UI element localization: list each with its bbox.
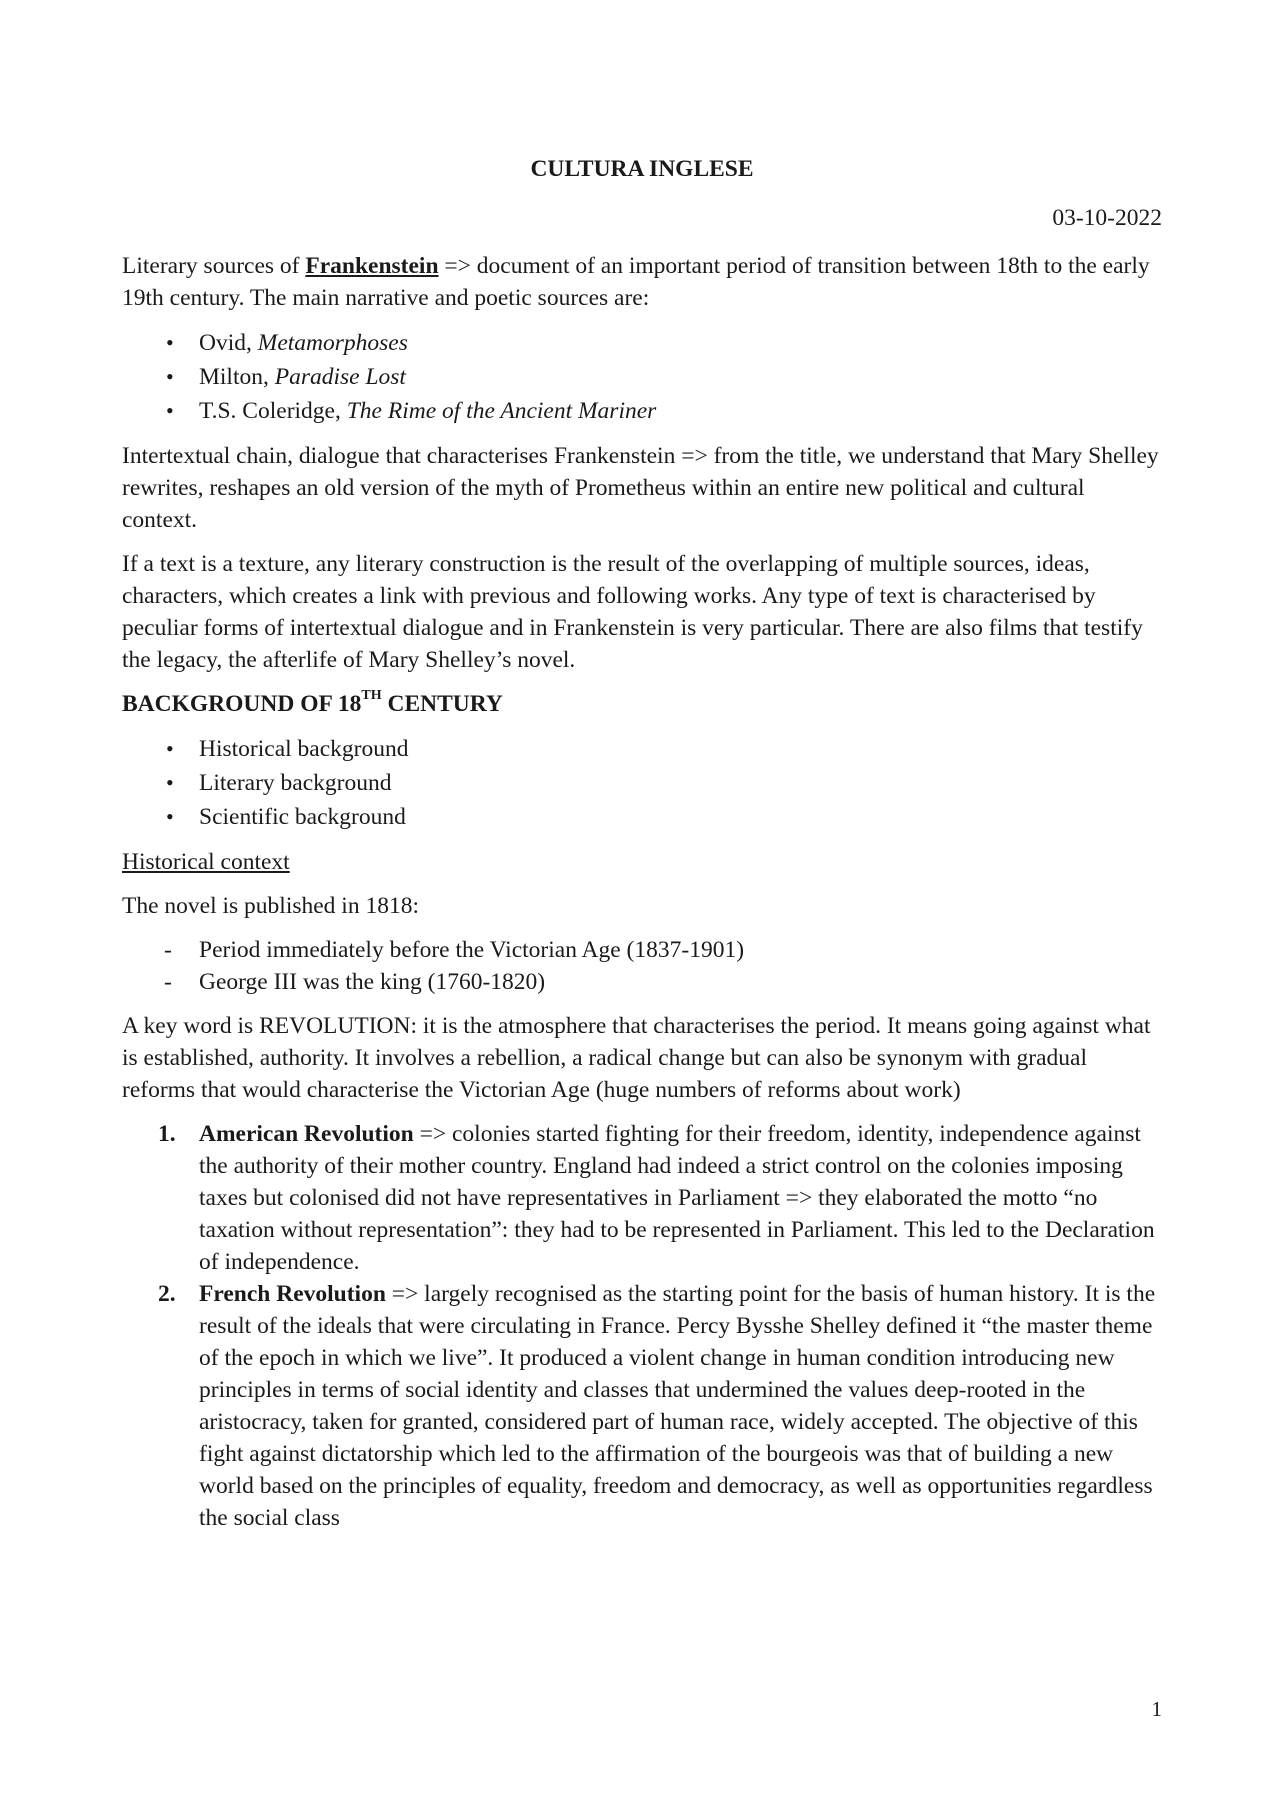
background-heading-tail: CENTURY [381, 691, 503, 717]
bullet-icon: • [166, 398, 174, 423]
intro-text-before: Literary sources of [122, 253, 306, 279]
list-item [122, 394, 1162, 428]
list-item [122, 800, 1162, 834]
document-title: CULTURA INGLESE [530, 156, 754, 182]
bullet-icon: • [166, 770, 174, 795]
source-author: T.S. Coleridge, [199, 398, 347, 424]
intro-paragraph [122, 250, 1162, 314]
published-paragraph: The novel is published in 1818: [122, 893, 419, 919]
list-item [122, 766, 1162, 800]
list-item [122, 732, 1162, 766]
fact-text: Period immediately before the Victorian Age (1837-1901) [199, 937, 745, 963]
source-work: Paradise Lost [274, 364, 406, 390]
texture-paragraph: If a text is a texture, any literary construction is the result of the overlapping of multiple sources, ideas, characters, which creates a link with previous and following works. Any type of text is characterised by peculiar forms of intertextual dialogue and in Frankenstein is very particular. There are also films that testify the legacy, the afterlife of Mary Shelley’s novel. [122, 551, 1143, 673]
list-item [122, 1118, 1162, 1278]
list-number: 2. [158, 1281, 176, 1307]
sources-list [122, 326, 1162, 428]
document-page [122, 0, 1162, 1811]
revolution-text: => colonies started fighting for their freedom, identity, independence against the authority of their mother country. England had indeed a strict control on the colonies imposing taxes but colonised did not have representatives in Parliament => they elaborated the motto “no taxation without representation”: they had to be represented in Parliament. This led to the Declaration of independence. [199, 1121, 1155, 1275]
page-number: 1 [1151, 1697, 1162, 1721]
list-item [122, 360, 1162, 394]
background-item: Historical background [199, 736, 409, 762]
revolution-name: French Revolution [199, 1281, 386, 1307]
source-author: Ovid, [199, 330, 258, 356]
source-author: Milton, [199, 364, 275, 390]
intertextual-paragraph: Intertextual chain, dialogue that characterises Frankenstein => from the title, we understand that Mary Shelley rewrites, reshapes an old version of the myth of Prometheus within an entire new political and cultural context. [122, 443, 1159, 533]
bullet-icon: • [166, 804, 174, 829]
background-heading-text: BACKGROUND OF 18 [122, 691, 362, 717]
list-item [122, 966, 1162, 998]
fact-text: George III was the king (1760-1820) [199, 969, 546, 995]
dash-icon: - [164, 969, 172, 995]
intro-text-after: => document of an important period of transition between 18th to the early 19th century. The main narrative and poetic sources are: [122, 253, 1150, 311]
background-item: Literary background [199, 770, 392, 796]
list-number: 1. [158, 1121, 176, 1147]
revolution-name: American Revolution [199, 1121, 414, 1147]
source-work: The Rime of the Ancient Mariner [346, 398, 657, 424]
document-body [122, 250, 1162, 1534]
bullet-icon: • [166, 330, 174, 355]
document-date: 03-10-2022 [1052, 205, 1162, 231]
frankenstein-emphasis: Frankenstein [305, 253, 439, 279]
background-heading-sup: TH [361, 688, 382, 704]
list-item [122, 1278, 1162, 1534]
revolution-paragraph: A key word is REVOLUTION: it is the atmosphere that characterises the period. It means going against what is established, authority. It involves a rebellion, a radical change but can also be synonym with gradual reforms that would characterise the Victorian Age (huge numbers of reforms about work) [122, 1013, 1151, 1103]
list-item [122, 934, 1162, 966]
historical-context-heading: Historical context [122, 849, 290, 875]
background-heading [122, 688, 1162, 720]
bullet-icon: • [166, 736, 174, 761]
source-work: Metamorphoses [257, 330, 408, 356]
revolutions-list [122, 1118, 1162, 1534]
bullet-icon: • [166, 364, 174, 389]
facts-list [122, 934, 1162, 998]
background-item: Scientific background [199, 804, 406, 830]
revolution-text: => largely recognised as the starting point for the basis of human history. It is the result of the ideals that were circulating in France. Percy Bysshe Shelley defined it “the master theme of the epoch in which we live”. It produced a violent change in human condition introducing new principles in terms of social identity and classes that undermined the values deep-rooted in the aristocracy, taken for granted, considered part of human race, widely accepted. The objective of this fight against dictatorship which led to the affirmation of the bourgeois was that of building a new world based on the principles of equality, freedom and democracy, as well as opportunities regardless the social class [199, 1281, 1156, 1531]
dash-icon: - [164, 937, 172, 963]
backgrounds-list [122, 732, 1162, 834]
list-item [122, 326, 1162, 360]
